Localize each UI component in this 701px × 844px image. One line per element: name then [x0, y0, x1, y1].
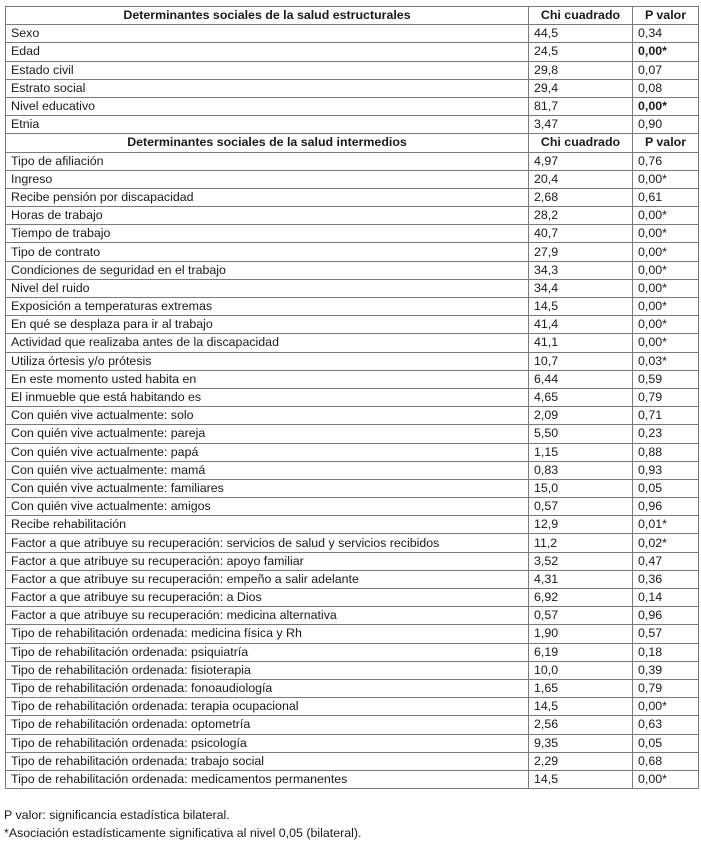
table-row [6, 261, 699, 279]
p-value: 0,79 [633, 388, 699, 406]
p-value: 0,00* [633, 97, 699, 115]
table-row [6, 679, 699, 697]
chi-square-value: 3,47 [529, 116, 633, 134]
chi-square-value: 4,31 [529, 570, 633, 588]
chi-square-value: 41,4 [529, 316, 633, 334]
chi-square-value: 24,5 [529, 43, 633, 61]
table-row [6, 589, 699, 607]
p-value: 0,14 [633, 589, 699, 607]
determinant-label: Con quién vive actualmente: familiares [6, 479, 529, 497]
determinant-label: Con quién vive actualmente: amigos [6, 498, 529, 516]
chi-square-value: 15,0 [529, 479, 633, 497]
table-row [6, 770, 699, 788]
chi-square-value: 27,9 [529, 243, 633, 261]
section-header-row [6, 7, 699, 25]
table-row [6, 643, 699, 661]
p-value: 0,68 [633, 752, 699, 770]
chi-square-value: 1,15 [529, 443, 633, 461]
table-row [6, 552, 699, 570]
note-p-value: P valor: significancia estadística bilateral. [4, 808, 230, 822]
determinant-label: Tipo de contrato [6, 243, 529, 261]
table-row [6, 698, 699, 716]
table-row [6, 607, 699, 625]
table-row [6, 188, 699, 206]
determinant-label: Exposición a temperaturas extremas [6, 298, 529, 316]
determinant-label: Recibe rehabilitación [6, 516, 529, 534]
chi-square-value: 14,5 [529, 698, 633, 716]
p-value: 0,01* [633, 516, 699, 534]
p-value: 0,00* [633, 243, 699, 261]
determinant-label: Con quién vive actualmente: mamá [6, 461, 529, 479]
chi-square-value: 10,7 [529, 352, 633, 370]
determinant-label: Con quién vive actualmente: solo [6, 407, 529, 425]
p-value: 0,63 [633, 716, 699, 734]
determinant-label: Utiliza órtesis y/o prótesis [6, 352, 529, 370]
chi-square-table [5, 6, 699, 789]
chi-square-value: 11,2 [529, 534, 633, 552]
determinant-label: Actividad que realizaba antes de la discapacidad [6, 334, 529, 352]
column-header-p-valor: P valor [633, 134, 699, 152]
table-row [6, 243, 699, 261]
chi-square-value: 6,19 [529, 643, 633, 661]
p-value: 0,05 [633, 734, 699, 752]
determinant-label: Tipo de rehabilitación ordenada: psicología [6, 734, 529, 752]
table-row [6, 116, 699, 134]
determinant-label: Tipo de afiliación [6, 152, 529, 170]
chi-square-value: 34,4 [529, 279, 633, 297]
p-value: 0,00* [633, 225, 699, 243]
chi-square-value: 10,0 [529, 661, 633, 679]
table-row [6, 443, 699, 461]
table-row [6, 370, 699, 388]
p-value: 0,08 [633, 79, 699, 97]
table-row [6, 425, 699, 443]
chi-square-value: 12,9 [529, 516, 633, 534]
p-value: 0,00* [633, 207, 699, 225]
section-title: Determinantes sociales de la salud estructurales [6, 7, 529, 25]
chi-square-value: 3,52 [529, 552, 633, 570]
p-value: 0,00* [633, 279, 699, 297]
p-value: 0,93 [633, 461, 699, 479]
table-row [6, 207, 699, 225]
determinant-label: Tipo de rehabilitación ordenada: fonoaudiología [6, 679, 529, 697]
section-header-row [6, 134, 699, 152]
determinant-label: Tipo de rehabilitación ordenada: optometría [6, 716, 529, 734]
table-row [6, 407, 699, 425]
table-row [6, 734, 699, 752]
determinant-label: El inmueble que está habitando es [6, 388, 529, 406]
p-value: 0,90 [633, 116, 699, 134]
table-row [6, 461, 699, 479]
p-value: 0,05 [633, 479, 699, 497]
determinant-label: Tiempo de trabajo [6, 225, 529, 243]
table-row [6, 298, 699, 316]
determinant-label: Ingreso [6, 170, 529, 188]
determinant-label: Etnia [6, 116, 529, 134]
table-row [6, 225, 699, 243]
chi-square-value: 0,83 [529, 461, 633, 479]
chi-square-value: 28,2 [529, 207, 633, 225]
p-value: 0,00* [633, 170, 699, 188]
p-value: 0,57 [633, 625, 699, 643]
p-value: 0,18 [633, 643, 699, 661]
p-value: 0,00* [633, 770, 699, 788]
chi-square-value: 34,3 [529, 261, 633, 279]
determinant-label: Nivel del ruido [6, 279, 529, 297]
chi-square-value: 2,09 [529, 407, 633, 425]
table-row [6, 279, 699, 297]
table-row [6, 25, 699, 43]
determinant-label: Tipo de rehabilitación ordenada: medicina física y Rh [6, 625, 529, 643]
chi-square-value: 44,5 [529, 25, 633, 43]
chi-square-value: 2,29 [529, 752, 633, 770]
chi-square-value: 29,8 [529, 61, 633, 79]
determinant-label: Edad [6, 43, 529, 61]
table-row [6, 388, 699, 406]
table-row [6, 498, 699, 516]
table-row [6, 516, 699, 534]
chi-square-value: 4,65 [529, 388, 633, 406]
chi-square-value: 2,68 [529, 188, 633, 206]
chi-square-value: 2,56 [529, 716, 633, 734]
determinant-label: Nivel educativo [6, 97, 529, 115]
determinant-label: Tipo de rehabilitación ordenada: terapia ocupacional [6, 698, 529, 716]
chi-square-value: 20,4 [529, 170, 633, 188]
determinant-label: Factor a que atribuye su recuperación: a Dios [6, 589, 529, 607]
chi-square-value: 5,50 [529, 425, 633, 443]
determinant-label: Sexo [6, 25, 529, 43]
table-notes [4, 807, 361, 842]
p-value: 0,02* [633, 534, 699, 552]
determinant-label: En este momento usted habita en [6, 370, 529, 388]
table-row [6, 334, 699, 352]
p-value: 0,39 [633, 661, 699, 679]
p-value: 0,00* [633, 698, 699, 716]
p-value: 0,76 [633, 152, 699, 170]
chi-square-value: 14,5 [529, 770, 633, 788]
chi-square-value: 81,7 [529, 97, 633, 115]
determinant-label: Tipo de rehabilitación ordenada: psiquiatría [6, 643, 529, 661]
table-row [6, 661, 699, 679]
chi-square-value: 1,65 [529, 679, 633, 697]
chi-square-value: 6,44 [529, 370, 633, 388]
table-row [6, 716, 699, 734]
table-body [6, 7, 699, 789]
table-row [6, 316, 699, 334]
p-value: 0,00* [633, 316, 699, 334]
determinant-label: Tipo de rehabilitación ordenada: trabajo social [6, 752, 529, 770]
p-value: 0,03* [633, 352, 699, 370]
p-value: 0,36 [633, 570, 699, 588]
determinant-label: Con quién vive actualmente: papá [6, 443, 529, 461]
p-value: 0,00* [633, 298, 699, 316]
determinant-label: Factor a que atribuye su recuperación: medicina alternativa [6, 607, 529, 625]
table-row [6, 79, 699, 97]
p-value: 0,59 [633, 370, 699, 388]
table-row [6, 534, 699, 552]
p-value: 0,07 [633, 61, 699, 79]
chi-square-value: 0,57 [529, 498, 633, 516]
p-value: 0,88 [633, 443, 699, 461]
determinant-label: Con quién vive actualmente: pareja [6, 425, 529, 443]
chi-square-value: 14,5 [529, 298, 633, 316]
determinant-label: Factor a que atribuye su recuperación: empeño a salir adelante [6, 570, 529, 588]
chi-square-value: 1,90 [529, 625, 633, 643]
p-value: 0,96 [633, 498, 699, 516]
determinant-label: Condiciones de seguridad en el trabajo [6, 261, 529, 279]
chi-square-value: 0,57 [529, 607, 633, 625]
table-row [6, 61, 699, 79]
determinant-label: Factor a que atribuye su recuperación: servicios de salud y servicios recibidos [6, 534, 529, 552]
table-row [6, 152, 699, 170]
p-value: 0,00* [633, 43, 699, 61]
p-value: 0,47 [633, 552, 699, 570]
determinant-label: Estado civil [6, 61, 529, 79]
p-value: 0,00* [633, 334, 699, 352]
p-value: 0,61 [633, 188, 699, 206]
p-value: 0,96 [633, 607, 699, 625]
note-significance: *Asociación estadísticamente significativa al nivel 0,05 (bilateral). [4, 825, 362, 840]
column-header-p-valor: P valor [633, 7, 699, 25]
determinant-label: Recibe pensión por discapacidad [6, 188, 529, 206]
p-value: 0,71 [633, 407, 699, 425]
p-value: 0,23 [633, 425, 699, 443]
chi-square-value: 6,92 [529, 589, 633, 607]
p-value: 0,00* [633, 261, 699, 279]
table-row [6, 479, 699, 497]
chi-square-value: 29,4 [529, 79, 633, 97]
determinant-label: En qué se desplaza para ir al trabajo [6, 316, 529, 334]
chi-square-value: 40,7 [529, 225, 633, 243]
determinant-label: Factor a que atribuye su recuperación: apoyo familiar [6, 552, 529, 570]
table-row [6, 625, 699, 643]
determinant-label: Horas de trabajo [6, 207, 529, 225]
column-header-chi-cuadrado: Chi cuadrado [529, 134, 633, 152]
chi-square-value: 9,35 [529, 734, 633, 752]
table-row [6, 43, 699, 61]
p-value: 0,79 [633, 679, 699, 697]
determinant-label: Tipo de rehabilitación ordenada: fisioterapia [6, 661, 529, 679]
column-header-chi-cuadrado: Chi cuadrado [529, 7, 633, 25]
chi-square-value: 41,1 [529, 334, 633, 352]
table-row [6, 352, 699, 370]
determinant-label: Tipo de rehabilitación ordenada: medicamentos permanentes [6, 770, 529, 788]
table-row [6, 570, 699, 588]
determinant-label: Estrato social [6, 79, 529, 97]
chi-square-value: 4,97 [529, 152, 633, 170]
section-title: Determinantes sociales de la salud intermedios [6, 134, 529, 152]
table-row [6, 97, 699, 115]
p-value: 0,34 [633, 25, 699, 43]
table-row [6, 170, 699, 188]
table-row [6, 752, 699, 770]
